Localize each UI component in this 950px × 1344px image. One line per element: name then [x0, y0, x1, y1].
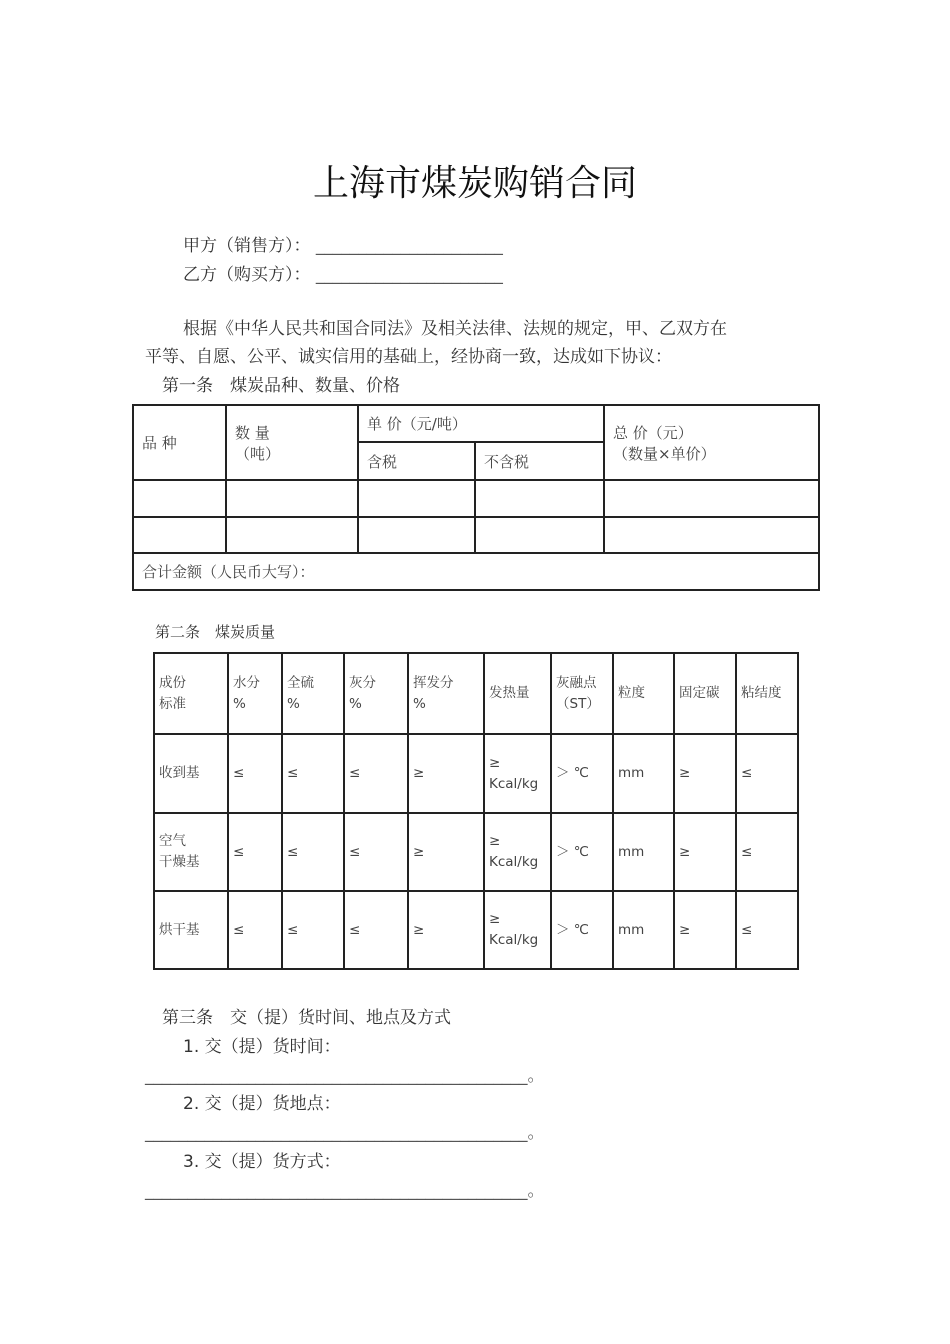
header-total [604, 405, 819, 480]
page-title: 上海市煤炭购销合同 [312, 163, 637, 204]
row-label-text: 干燥基 [159, 854, 200, 870]
cell[interactable] [358, 480, 475, 517]
quality-cell[interactable] [613, 734, 674, 813]
header-text: 成份 [159, 674, 186, 691]
header-text: 全硫 [287, 674, 314, 691]
quality-cell[interactable] [551, 813, 613, 891]
quality-cell[interactable] [736, 891, 798, 969]
header-text: 粘结度 [741, 685, 782, 701]
quality-cell[interactable] [736, 734, 798, 813]
cell-value: ≤ [287, 921, 299, 938]
cell-value: mm [618, 765, 645, 781]
cell-value: ＞ ℃ [556, 765, 589, 781]
quality-cell[interactable] [674, 891, 736, 969]
quality-header [736, 653, 798, 734]
header-text: 灰分 [349, 674, 376, 691]
quality-header [674, 653, 736, 734]
table-row [154, 734, 798, 813]
header-text: % [233, 695, 246, 712]
quality-cell[interactable] [484, 891, 551, 969]
quality-cell[interactable] [344, 734, 408, 813]
header-text: 灰融点 [556, 674, 597, 691]
quantity-label: 数 量 [235, 423, 270, 442]
cell-value: ＞ ℃ [556, 921, 589, 938]
quality-cell[interactable] [408, 813, 484, 891]
header-text: % [287, 695, 300, 712]
intro-line-1: 根据《中华人民共和国合同法》及相关法律、法规的规定，甲、乙双方在 [183, 319, 727, 339]
quality-cell[interactable] [408, 734, 484, 813]
party-b-blank[interactable]: ______________________ [315, 265, 503, 285]
party-a-row [183, 231, 503, 256]
quality-header [613, 653, 674, 734]
quality-cell[interactable] [282, 813, 344, 891]
row-label-text: 收到基 [159, 765, 200, 781]
cell-value: ≤ [233, 843, 245, 860]
cell[interactable] [133, 480, 226, 517]
cell-value: ≤ [349, 921, 361, 938]
header-text: 水分 [233, 674, 260, 691]
cell-value: ≥ [489, 754, 501, 771]
header-text: % [413, 695, 426, 712]
header-text: （ST） [556, 695, 600, 712]
price-table [132, 404, 820, 591]
quality-header [282, 653, 344, 734]
quality-cell[interactable] [228, 734, 282, 813]
quality-cell[interactable] [613, 813, 674, 891]
header-text: 标准 [159, 695, 186, 712]
row-label-text: 烘干基 [159, 921, 200, 938]
cell-value: ≤ [741, 843, 753, 860]
quality-cell[interactable] [551, 891, 613, 969]
quality-table [153, 652, 799, 970]
header-text: 发热量 [489, 685, 530, 701]
table-row [133, 517, 819, 553]
intro-line-2: 平等、自愿、公平、诚实信用的基础上，经协商一致，达成如下协议： [145, 347, 672, 367]
cell-value: ≥ [679, 921, 691, 938]
quality-header [551, 653, 613, 734]
cell-value: mm [618, 921, 645, 938]
quality-header [408, 653, 484, 734]
quality-cell[interactable] [674, 734, 736, 813]
cell-value: ≥ [679, 765, 691, 781]
cell-unit: Kcal/kg [489, 775, 539, 792]
cell-value: ≥ [679, 843, 691, 860]
quality-cell[interactable] [344, 891, 408, 969]
item-method: 3. 交（提）货方式： [183, 1152, 341, 1172]
quality-header [154, 653, 228, 734]
item-time: 1. 交（提）货时间： [183, 1037, 341, 1057]
quality-cell[interactable] [408, 891, 484, 969]
quality-cell[interactable] [344, 813, 408, 891]
cell-value: ≤ [741, 921, 753, 938]
quality-cell[interactable] [613, 891, 674, 969]
table-row [154, 813, 798, 891]
cell-value: ≥ [489, 911, 501, 927]
quality-cell[interactable] [228, 813, 282, 891]
header-with-tax: 含税 [358, 442, 475, 480]
cell-unit: Kcal/kg [489, 932, 539, 948]
row-label [154, 813, 228, 891]
item-time-blank[interactable]: _____________________________________________。 [145, 1066, 545, 1086]
party-b-row [183, 260, 503, 285]
header-text: 固定碳 [679, 685, 720, 701]
total-label: 总 价（元） [613, 423, 693, 442]
quality-cell[interactable] [736, 813, 798, 891]
quality-cell[interactable] [484, 734, 551, 813]
cell-value: ≤ [233, 765, 245, 781]
quality-header [484, 653, 551, 734]
party-a-blank[interactable]: ______________________ [315, 236, 503, 256]
header-unit-price: 单 价（元/吨） [358, 405, 604, 442]
row-label [154, 891, 228, 969]
sum-amount[interactable]: 合计金额（人民币大写）： [133, 553, 819, 590]
header-variety: 品 种 [133, 405, 226, 480]
cell[interactable] [604, 517, 819, 553]
cell[interactable] [475, 517, 604, 553]
cell-value: mm [618, 843, 645, 860]
cell[interactable] [226, 517, 358, 553]
header-row [154, 653, 798, 734]
cell[interactable] [475, 480, 604, 517]
item-method-blank[interactable]: _____________________________________________。 [145, 1181, 545, 1201]
cell[interactable] [226, 480, 358, 517]
table-row [133, 480, 819, 517]
header-quantity [226, 405, 358, 480]
header-text: 粒度 [618, 685, 645, 701]
quality-cell[interactable] [282, 734, 344, 813]
article-2-heading: 第二条 煤炭质量 [155, 623, 276, 641]
cell-value: ≤ [741, 765, 753, 781]
total-note: （数量×单价） [613, 444, 716, 463]
table-row [154, 891, 798, 969]
quality-cell[interactable] [282, 891, 344, 969]
cell-value: ≥ [413, 765, 425, 781]
header-without-tax: 不含税 [475, 442, 604, 480]
quantity-unit: （吨） [235, 444, 281, 463]
quality-header [228, 653, 282, 734]
cell[interactable] [604, 480, 819, 517]
cell-unit: Kcal/kg [489, 854, 539, 870]
cell-value: ＞ ℃ [556, 843, 589, 860]
article-3-heading: 第三条 交（提）货时间、地点及方式 [162, 1008, 451, 1028]
row-label-text: 空气 [159, 833, 186, 849]
cell[interactable] [358, 517, 475, 553]
cell-value: ≤ [287, 843, 299, 860]
header-text: 挥发分 [413, 674, 454, 691]
party-b-label: 乙方（购买方）： [183, 265, 311, 285]
article-1-heading: 第一条 煤炭品种、数量、价格 [162, 376, 400, 396]
party-a-label: 甲方（销售方）： [183, 236, 311, 256]
cell-value: ≤ [233, 921, 245, 938]
quality-cell[interactable] [551, 734, 613, 813]
item-place: 2. 交（提）货地点： [183, 1094, 341, 1114]
quality-cell[interactable] [484, 813, 551, 891]
cell-value: ≥ [489, 833, 501, 849]
cell-value: ≥ [413, 921, 425, 938]
header-text: % [349, 695, 362, 712]
cell-value: ≤ [349, 765, 361, 781]
item-place-blank[interactable]: _____________________________________________。 [145, 1123, 545, 1143]
cell-value: ≥ [413, 843, 425, 860]
row-label [154, 734, 228, 813]
cell[interactable] [133, 517, 226, 553]
quality-cell[interactable] [228, 891, 282, 969]
cell-value: ≤ [287, 765, 299, 781]
cell-value: ≤ [349, 843, 361, 860]
quality-cell[interactable] [674, 813, 736, 891]
quality-header [344, 653, 408, 734]
